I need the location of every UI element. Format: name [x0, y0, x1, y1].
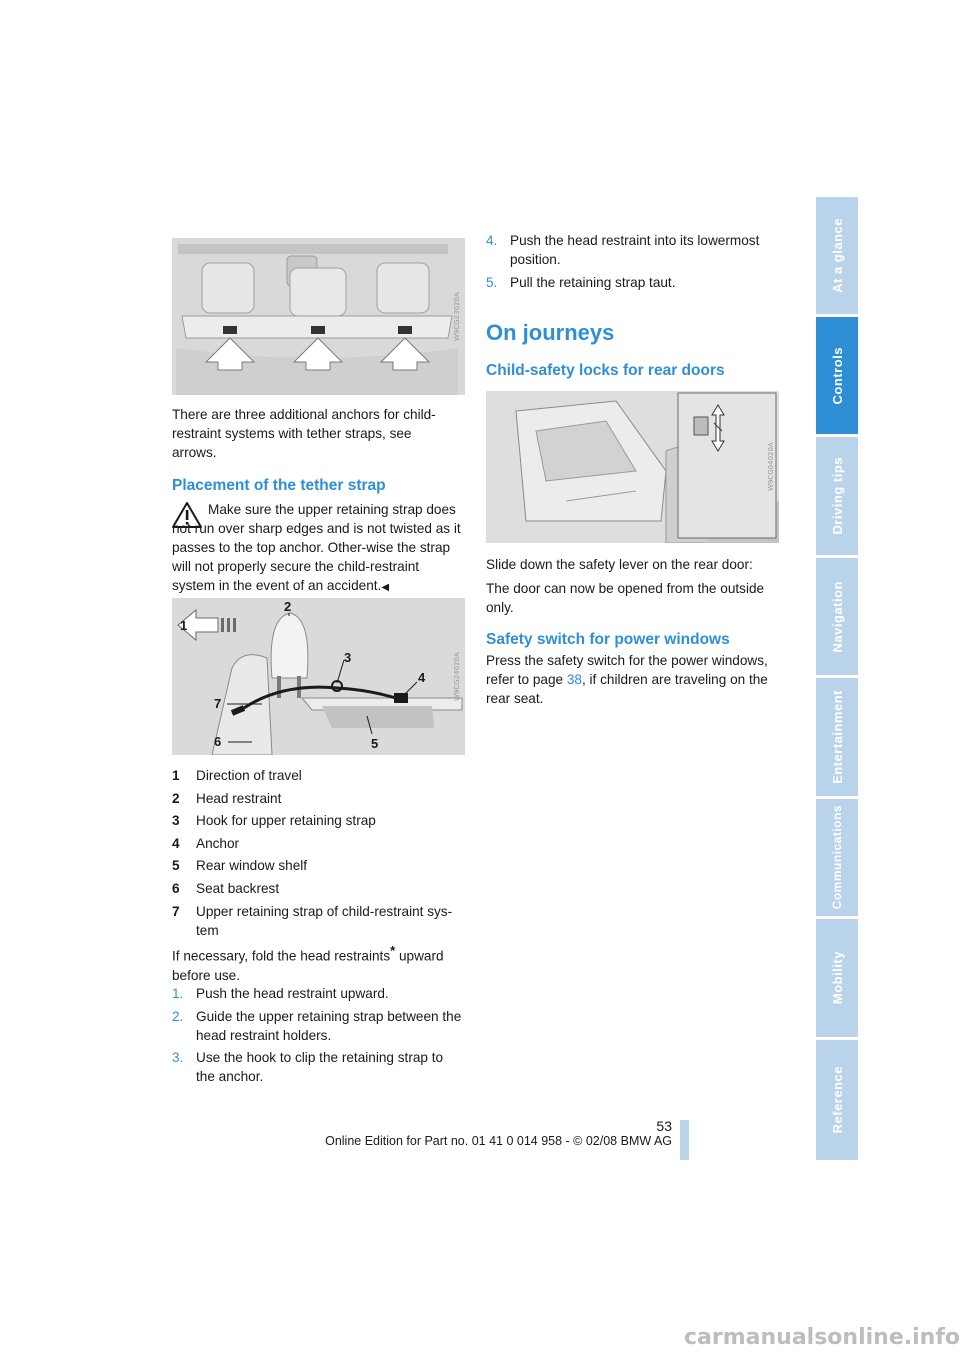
legend-item: 2 Head restraint [172, 790, 282, 806]
anchors-paragraph: There are three additional anchors for child-restraint systems with tether straps, see arrows. [172, 407, 436, 460]
step-item: 2. Guide the upper retaining strap between the head restraint holders. [172, 1008, 462, 1043]
figure-rear-door [486, 391, 779, 543]
watermark: carmanualsonline.info [684, 1325, 960, 1350]
fold-paragraph: If necessary, fold the head restraints* upward before use. [172, 943, 444, 983]
optional-equipment-star: * [390, 943, 396, 958]
callout-2: 2 [284, 599, 292, 614]
safety-paragraph: Press the safety switch for the power windows, refer to page 38, if children are traveling on the rear seat. [486, 653, 768, 706]
page-reference-link[interactable]: 38 [566, 672, 582, 687]
step-item: 5. Pull the retaining strap taut. [486, 274, 676, 290]
tab-reference[interactable]: Reference [816, 1040, 858, 1160]
callout-4: 4 [418, 670, 426, 685]
legend-list [172, 766, 462, 943]
end-marker: ◀ [381, 582, 390, 593]
legend-item: 5 Rear window shelf [172, 858, 308, 874]
callout-3: 3 [344, 650, 352, 665]
warning-text: Make sure the upper retaining strap does not run over sharp edges and is not twisted as it passes to the top anchor. Other-wise the strap will not properly secure the child-restraint system in the event of an accident. [172, 502, 461, 593]
tab-mobility[interactable]: Mobility [816, 919, 858, 1037]
steps-list-right [486, 231, 781, 295]
footer-accent-bar [680, 1120, 689, 1160]
warning-paragraph [172, 500, 462, 597]
callout-5: 5 [371, 736, 379, 751]
chapter-tabs [816, 197, 858, 1160]
step-item: 4. Push the head restraint into its lowermost position. [486, 233, 760, 267]
figure-code: W9CG04020A [767, 442, 775, 492]
step-item: 3. Use the hook to clip the retaining strap to the anchor. [172, 1050, 444, 1085]
safety-switch-heading: Safety switch for power windows [486, 631, 730, 648]
legend-item: 1 Direction of travel [172, 768, 302, 783]
callout-6: 6 [214, 734, 222, 749]
figure-headrestraint-strap [172, 598, 465, 755]
figure-code: W9CG23020A [453, 292, 461, 341]
door-paragraph: The door can now be opened from the outside only. [486, 581, 765, 615]
edition-line: Online Edition for Part no. 01 41 0 014 958 - © 02/08 BMW AG [325, 1134, 672, 1148]
step-item: 1. Push the head restraint upward. [172, 986, 389, 1001]
slide-paragraph: Slide down the safety lever on the rear door: [486, 557, 753, 572]
callout-7: 7 [214, 696, 222, 711]
tab-at-a-glance[interactable]: At a glance [816, 197, 858, 314]
page-number: 53 [656, 1118, 672, 1134]
tab-communications[interactable]: Communications [816, 799, 858, 916]
tab-driving-tips[interactable]: Driving tips [816, 437, 858, 555]
tab-controls[interactable]: Controls [816, 317, 858, 434]
tether-heading: Placement of the tether strap [172, 477, 386, 494]
child-safety-heading: Child-safety locks for rear doors [486, 362, 725, 379]
legend-item: 7 Upper retaining strap of child-restraint sys-tem [172, 903, 453, 938]
journeys-heading: On journeys [486, 320, 615, 345]
figure-code: W9CG24020A [453, 652, 461, 701]
steps-list-left [172, 984, 462, 1090]
tab-entertainment[interactable]: Entertainment [816, 678, 858, 796]
legend-item: 4 Anchor [172, 835, 240, 851]
tab-navigation[interactable]: Navigation [816, 558, 858, 675]
figure-tether-anchors [172, 238, 465, 395]
legend-item: 6 Seat backrest [172, 880, 280, 896]
callout-1: 1 [180, 618, 188, 633]
legend-item: 3 Hook for upper retaining strap [172, 813, 376, 829]
